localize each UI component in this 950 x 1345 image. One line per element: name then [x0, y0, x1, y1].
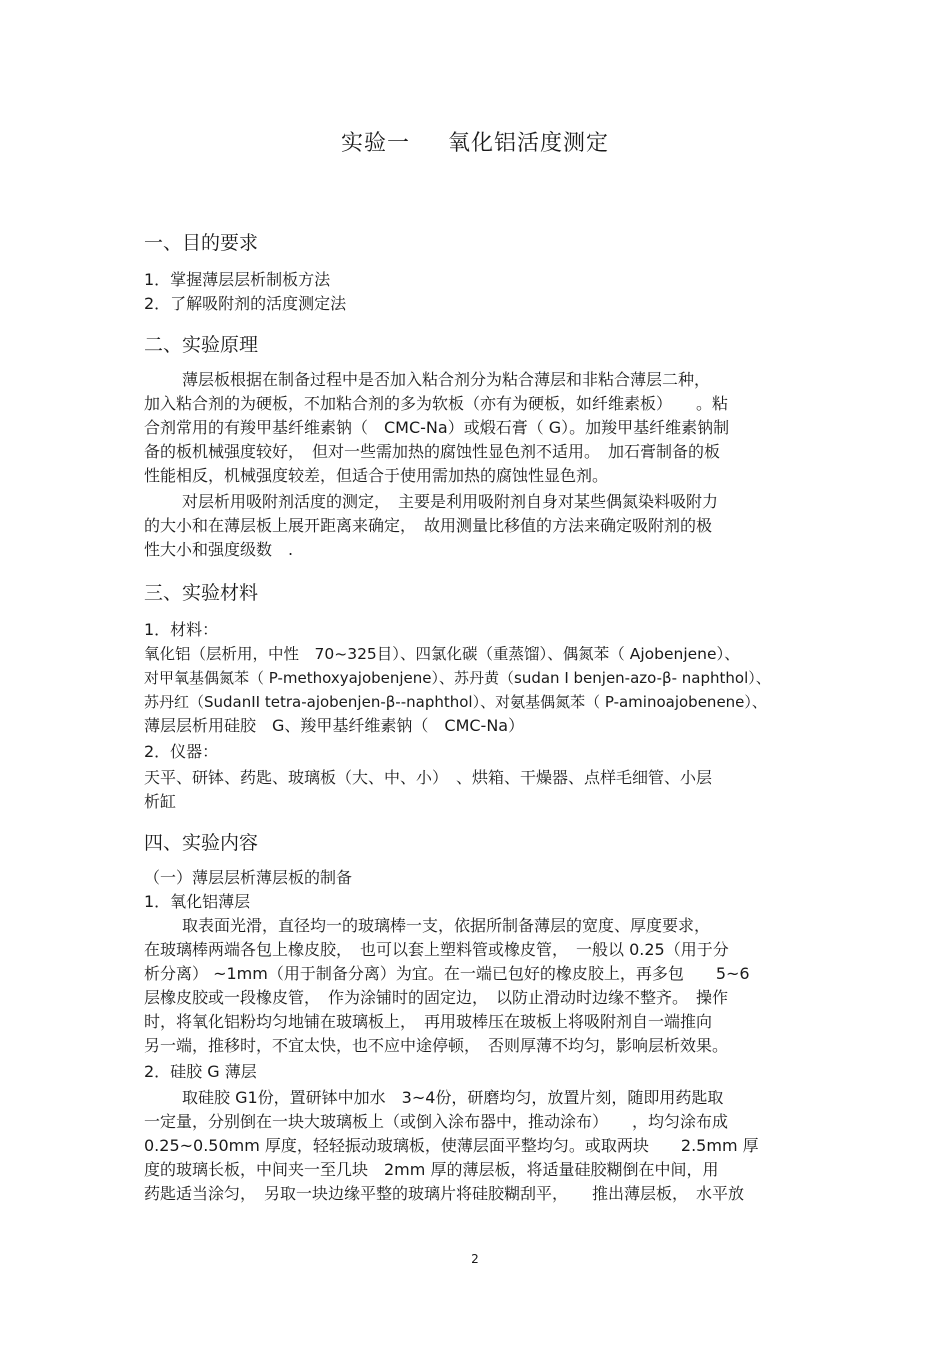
paragraph-line: 度的玻璃长板，中间夹一至几块 2mm 厚的薄层板，将适量硅胶糊倒在中间，用 [144, 1160, 719, 1179]
paragraph-line: 0.25~0.50mm 厚度，轻轻振动玻璃板，使薄层面平整均匀。或取两块 2.5mm 厚 [144, 1136, 759, 1155]
section-heading-principle: 二、实验原理 [144, 334, 259, 356]
materials-line: 氧化铝（层析用，中性 70~325目）、四氯化碳（重蒸馏）、偶氮苯（ Ajobenjene）、 [144, 645, 740, 663]
subheading-materials: 1．材料： [144, 620, 219, 639]
objective-item: 2．了解吸附剂的活度测定法 [144, 294, 347, 313]
subsection-title: （一）薄层层析薄层板的制备 [144, 868, 353, 887]
objective-item: 1．掌握薄层层析制板方法 [144, 270, 331, 289]
paragraph-line: 取硅胶 G1份，置研钵中加水 3~4份，研磨均匀，放置片刻，随即用药匙取 [182, 1088, 724, 1107]
paragraph-line: 在玻璃棒两端各包上橡皮胶， 也可以套上塑料管或橡皮管， 一般以 0.25（用于分 [144, 940, 729, 959]
instruments-line: 天平、研钵、药匙、玻璃板（大、中、小） 、烘箱、干燥器、点样毛细管、小层 [144, 768, 713, 787]
section-heading-materials: 三、实验材料 [144, 582, 259, 604]
paragraph-line: 加入粘合剂的为硬板，不加粘合剂的多为软板（亦有为硬板，如纤维素板） 。粘 [144, 394, 729, 413]
item-alumina-layer: 1．氧化铝薄层 [144, 892, 251, 911]
subheading-instruments: 2．仪器： [144, 742, 219, 761]
instruments-line: 析缸 [144, 792, 177, 811]
materials-line: 对甲氧基偶氮苯（ P-methoxyajobenjene）、苏丹黄（sudan I benjen-azo-β- naphthol）、 [144, 669, 771, 687]
materials-line: 苏丹红（SudanII tetra-ajobenjen-β--naphthol）、对氨基偶氮苯（ P-aminoajobenene）、 [144, 693, 767, 711]
paragraph-line: 析分离） ~1mm（用于制备分离）为宜。在一端已包好的橡皮胶上，再多包 5~6 [144, 964, 750, 983]
section-heading-objectives: 一、目的要求 [144, 232, 259, 254]
paragraph-line: 合剂常用的有羧甲基纤维素钠（ CMC-Na）或煅石膏（ G）。加羧甲基纤维素钠制 [144, 418, 730, 437]
paragraph-line: 取表面光滑，直径均一的玻璃棒一支，依据所制备薄层的宽度、厚度要求， [182, 916, 711, 935]
title-part2: 氧化铝活度测定 [448, 131, 610, 156]
paragraph-line: 药匙适当涂匀， 另取一块边缘平整的玻璃片将硅胶糊刮平， 推出薄层板， 水平放 [144, 1184, 745, 1203]
page-title [0, 126, 950, 157]
paragraph-line: 时，将氧化铝粉均匀地铺在玻璃板上， 再用玻棒压在玻板上将吸附剂自一端推向 [144, 1012, 713, 1031]
materials-line: 薄层层析用硅胶 G、羧甲基纤维素钠（ CMC-Na） [144, 716, 525, 735]
paragraph-line: 性大小和强度级数 . [144, 540, 294, 559]
paragraph-line: 层橡皮胶或一段橡皮管， 作为涂铺时的固定边， 以防止滑动时边缘不整齐。 操作 [144, 988, 729, 1007]
paragraph-line: 的大小和在薄层板上展开距离来确定， 故用测量比移值的方法来确定吸附剂的极 [144, 516, 713, 535]
item-silica-gel-layer: 2．硅胶 G 薄层 [144, 1062, 257, 1081]
paragraph-line: 备的板机械强度较好， 但对一些需加热的腐蚀性显色剂不适用。 加石膏制备的板 [144, 442, 721, 461]
paragraph-line: 薄层板根据在制备过程中是否加入粘合剂分为粘合薄层和非粘合薄层二种， [182, 370, 711, 389]
page-number: 2 [471, 1252, 479, 1266]
paragraph-line: 另一端，推移时，不宜太快，也不应中途停顿， 否则厚薄不均匀，影响层析效果。 [144, 1036, 729, 1055]
title-part1: 实验一 [340, 131, 410, 156]
paragraph-line: 对层析用吸附剂活度的测定， 主要是利用吸附剂自身对某些偶氮染料吸附力 [182, 492, 719, 511]
section-heading-content: 四、实验内容 [144, 832, 259, 854]
paragraph-line: 性能相反，机械强度较差，但适合于使用需加热的腐蚀性显色剂。 [144, 466, 609, 485]
paragraph-line: 一定量，分别倒在一块大玻璃板上（或倒入涂布器中，推动涂布） ，均匀涂布成 [144, 1112, 729, 1131]
